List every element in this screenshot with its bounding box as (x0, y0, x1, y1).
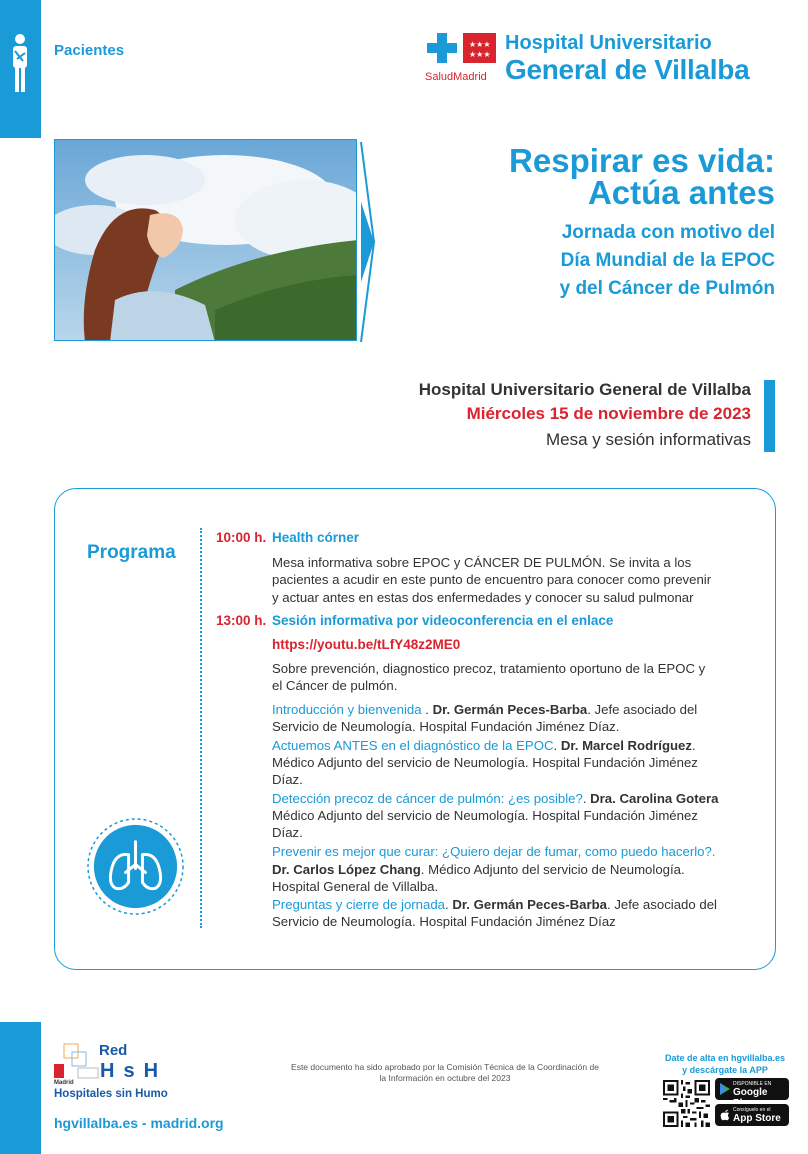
item1-time: 10:00 h. (216, 530, 267, 545)
app-caption-line1: Date de alta en hgvillalba.es (664, 1053, 786, 1063)
category-label: Pacientes (54, 42, 125, 59)
hospital-name-line1: Hospital Universitario (505, 32, 712, 54)
talk-speaker: Dr. Germán Peces-Barba (452, 897, 608, 912)
event-type: Mesa y sesión informativas (545, 430, 751, 449)
app-store-small: Consíguelo en el (733, 1107, 771, 1113)
talk-role-line: Servicio de Neumología. Hospital Fundación Jiménez Díaz. (272, 719, 620, 734)
talk-role-line: Médico Adjunto del servicio de Neumología. Hospital Fundación Jiménez (272, 755, 698, 770)
arrow-icon (360, 142, 376, 342)
approval-note (270, 1062, 620, 1084)
talk-role-line: Médico Adjunto del servicio de Neumología. Hospital Fundación Jiménez (272, 808, 698, 823)
hsh-red-label: Red (99, 1042, 128, 1059)
app-store-big: App Store (733, 1113, 781, 1124)
hero-subtitle-line2: Día Mundial de la EPOC (560, 250, 775, 271)
talk-role-line: Díaz. (272, 825, 303, 840)
talk-speaker: Dra. Carolina Gotera (590, 791, 719, 806)
stream-link[interactable]: https://youtu.be/tLfY48z2ME0 (272, 637, 461, 652)
talk-speaker: Dr. Carlos López Chang (272, 862, 421, 877)
qr-code[interactable] (663, 1080, 710, 1127)
salud-madrid-text: SaludMadrid (425, 71, 487, 83)
talk-item (272, 701, 697, 718)
google-play-small: DISPONIBLE EN (733, 1081, 772, 1087)
talk-topic: Actuemos ANTES en el diagnóstico de la EPOC (272, 738, 554, 753)
talk-sep: . (421, 702, 433, 717)
hospital-name-line2: General de Villalba (505, 54, 750, 85)
talk-speaker: Dr. Marcel Rodríguez (560, 738, 692, 753)
google-play-icon (720, 1083, 730, 1095)
item2-time: 13:00 h. (216, 613, 267, 628)
category-tab (0, 0, 41, 138)
google-play-badge[interactable] (715, 1078, 789, 1100)
hsh-logo (54, 1042, 184, 1106)
event-hospital: Hospital Universitario General de Villalba (418, 380, 751, 399)
item1-body-line2: pacientes a acudir en este punto de encuentro para conocer como prevenir (272, 572, 712, 587)
talk-item (272, 896, 717, 913)
salud-madrid-logo (427, 33, 499, 73)
event-accent-bar (764, 380, 775, 452)
talk-item (272, 737, 696, 754)
lungs-icon (86, 817, 185, 916)
talk-topic: Detección precoz de cáncer de pulmón: ¿es posible? (272, 791, 583, 806)
item1-title: Health córner (272, 530, 360, 545)
apple-icon (720, 1109, 730, 1121)
programme-divider (200, 528, 202, 928)
talk-role-line: Hospital General de Villalba. (272, 879, 439, 894)
talk-speaker: Dr. Germán Peces-Barba (432, 702, 588, 717)
approval-line2: la Información en octubre del 2023 (379, 1073, 511, 1083)
svg-text:★★★: ★★★ (469, 50, 491, 59)
talk-item (272, 790, 718, 807)
hero-photo (54, 139, 357, 341)
item1-body-line1: Mesa informativa sobre EPOC y CÁNCER DE PULMÓN. Se invita a los (272, 555, 692, 570)
app-store-badge[interactable] (715, 1104, 789, 1126)
hero-title-line1: Respirar es vida: (509, 142, 775, 179)
app-caption (660, 1052, 790, 1076)
item2-intro-line1: Sobre prevención, diagnostico precoz, tratamiento oportuno de la EPOC y (272, 661, 706, 676)
talk-role-line: Servicio de Neumología. Hospital Fundación Jiménez Díaz (272, 914, 616, 929)
talk-topic: Prevenir es mejor que curar: ¿Quiero dejar de fumar, como puedo hacerlo?. (272, 844, 716, 859)
item2-intro-line2: el Cáncer de pulmón. (272, 678, 398, 693)
talk-role: . Jefe asociado del (607, 897, 717, 912)
programme-heading: Programa (87, 542, 176, 563)
approval-line1: Este documento ha sido aprobado por la Comisión Técnica de la Coordinación de (291, 1062, 599, 1072)
talk-item (272, 861, 685, 878)
talk-role: . (692, 738, 696, 753)
google-play-big: Google (733, 1087, 768, 1098)
svg-text:★★★: ★★★ (469, 40, 491, 49)
hsh-letters: HsH (100, 1060, 168, 1082)
website-link[interactable]: hgvillalba.es - madrid.org (54, 1115, 224, 1131)
talk-role-line: Díaz. (272, 772, 303, 787)
talk-role: . Médico Adjunto del servicio de Neumología. (420, 862, 685, 877)
talk-sep: . (582, 791, 591, 806)
talk-sep: . (553, 738, 561, 753)
talk-topic: Introducción y bienvenida (272, 702, 422, 717)
hsh-name: Hospitales sin Humo (54, 1088, 168, 1100)
hsh-madrid: Madrid (54, 1080, 74, 1086)
event-date: Miércoles 15 de noviembre de 2023 (466, 404, 751, 423)
patient-icon (9, 33, 31, 93)
talk-topic: Preguntas y cierre de jornada (272, 897, 446, 912)
app-caption-line2: y descárgate la APP (682, 1065, 768, 1075)
talk-role: . Jefe asociado del (587, 702, 698, 717)
talk-sep: . (445, 897, 453, 912)
hero-subtitle-line1: Jornada con motivo del (561, 222, 775, 243)
hero-title-line2: Actúa antes (587, 174, 775, 211)
hsh-grid-icon (54, 1042, 104, 1084)
item1-body-line3: y actuar antes en estas dos enfermedades y conocer su salud pulmonar (272, 590, 694, 605)
item2-title: Sesión informativa por videoconferencia en el enlace (272, 613, 614, 628)
footer-tab (0, 1022, 41, 1154)
hero-subtitle-line3: y del Cáncer de Pulmón (559, 278, 775, 299)
